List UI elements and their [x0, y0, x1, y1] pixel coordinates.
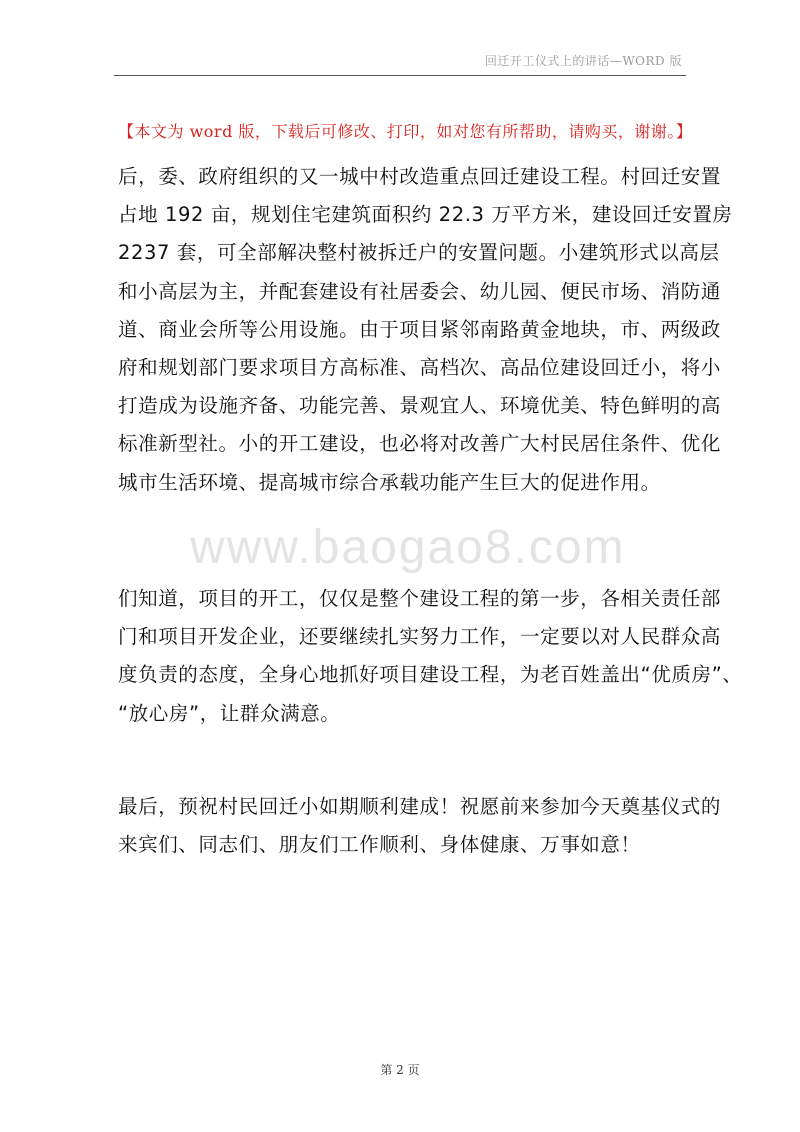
text-line: 占地 192 亩，规划住宅建筑面积约 22.3 万平方米，建设回迁安置房 [118, 203, 733, 227]
text-line: 来宾们、同志们、朋友们工作顺利、身体健康、万事如意！ [118, 833, 641, 857]
download-notice: 【本文为 word 版，下载后可修改、打印，如对您有所帮助，请购买，谢谢。】 [118, 122, 693, 141]
text-line: 城市生活环境、提高城市综合承载功能产生巨大的促进作用。 [118, 470, 661, 494]
text-line: 打造成为设施齐备、功能完善、景观宜人、环境优美、特色鲜明的高 [118, 394, 722, 418]
text-line: 标准新型社。小的开工建设，也必将对改善广大村民居住条件、优化 [118, 432, 722, 456]
paragraph-3 [118, 788, 722, 864]
text-line: 府和规划部门要求项目方高标准、高档次、高品位建设回迁小，将小 [118, 356, 722, 380]
page-header-title: 回迁开工仪式上的讲话—WORD 版 [484, 54, 682, 68]
text-line: 和小高层为主，并配套建设有社居委会、幼儿园、便民市场、消防通 [118, 279, 722, 303]
text-line: 度负责的态度，全身心地抓好项目建设工程，为老百姓盖出“优质房”、 [118, 663, 743, 687]
watermark: www.baogao8.com [190, 521, 626, 574]
text-line: 2237 套，可全部解决整村被拆迁户的安置问题。小建筑形式以高层 [118, 241, 720, 265]
text-line: 门和项目开发企业，还要继续扎实努力工作，一定要以对人民群众高 [118, 625, 722, 649]
paragraph-1 [118, 158, 733, 502]
text-line: 们知道，项目的开工，仅仅是整个建设工程的第一步，各相关责任部 [118, 587, 722, 610]
text-line: 最后，预祝村民回迁小如期顺利建成！祝愿前来参加今天奠基仪式的 [118, 795, 722, 818]
text-line: 后，委、政府组织的又一城中村改造重点回迁建设工程。村回迁安置 [118, 165, 722, 188]
text-line: 道、商业会所等公用设施。由于项目紧邻南路黄金地块，市、两级政 [118, 317, 722, 341]
paragraph-2 [118, 580, 743, 733]
header-divider [114, 75, 686, 76]
text-line: “放心房”，让群众满意。 [118, 701, 341, 725]
page-number: 第 2 页 [380, 1063, 420, 1077]
